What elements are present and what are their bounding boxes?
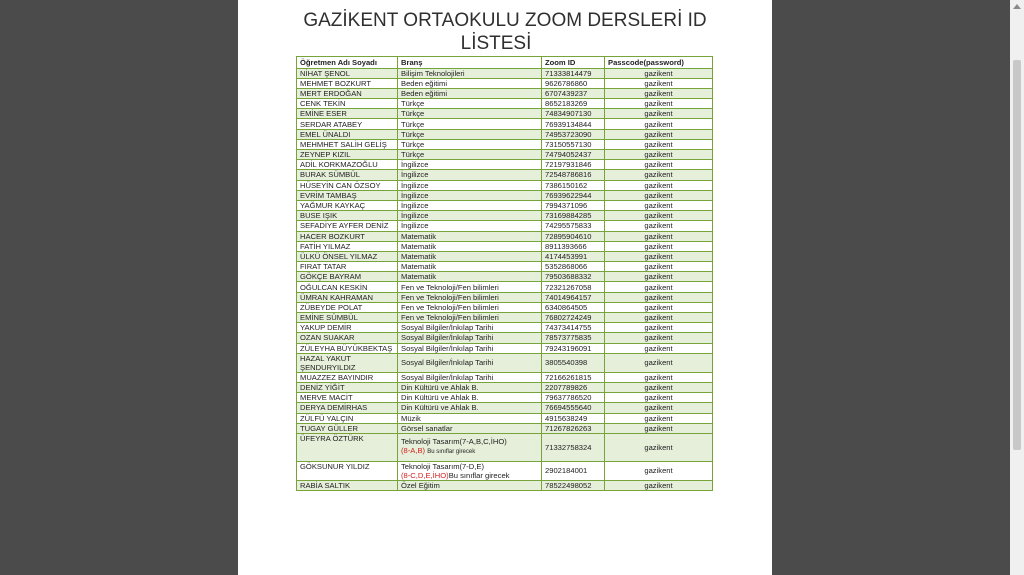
cell-passcode: gazikent <box>605 480 713 490</box>
branch-note: Bu sınıflar girecek <box>448 470 510 480</box>
table-row <box>297 78 713 88</box>
table-row <box>297 190 713 200</box>
cell-zoom-id: 78522498052 <box>542 480 605 490</box>
table-row <box>297 68 713 78</box>
table-row <box>297 323 713 333</box>
table-row <box>297 333 713 343</box>
cell-name: MERVE MACİT <box>297 393 398 403</box>
cell-branch: İngilizce <box>398 170 542 180</box>
cell-branch: Matematik <box>398 231 542 241</box>
header-zoom-id: Zoom ID <box>542 57 605 69</box>
cell-branch: Fen ve Teknoloji/Fen bilimleri <box>398 292 542 302</box>
cell-branch: İngilizce <box>398 200 542 210</box>
table-row <box>297 251 713 261</box>
table-header-row <box>297 57 713 69</box>
cell-passcode: gazikent <box>605 99 713 109</box>
cell-name: ÜMRAN KAHRAMAN <box>297 292 398 302</box>
cell-name: NİHAT ŞENOL <box>297 68 398 78</box>
cell-passcode: gazikent <box>605 292 713 302</box>
cell-branch: Sosyal Bilgiler/İnkılap Tarihi <box>398 333 542 343</box>
cell-branch: İngilizce <box>398 190 542 200</box>
branch-red-classes: (8-C,D,E,İHO) <box>401 470 449 480</box>
cell-name: BURAK SÜMBÜL <box>297 170 398 180</box>
cell-name: BUSE IŞIK <box>297 211 398 221</box>
cell-name: SEFADİYE AYFER DENİZ <box>297 221 398 231</box>
table-row <box>297 382 713 392</box>
cell-branch: Türkçe <box>398 139 542 149</box>
cell-zoom-id: 2207789826 <box>542 382 605 392</box>
cell-passcode: gazikent <box>605 262 713 272</box>
cell-name: MUAZZEZ BAYINDIR <box>297 372 398 382</box>
cell-name: FIRAT TATAR <box>297 262 398 272</box>
cell-zoom-id: 4915638249 <box>542 413 605 423</box>
cell-branch: Özel Eğitim <box>398 480 542 490</box>
vertical-scrollbar[interactable] <box>1010 0 1024 575</box>
table-row <box>297 160 713 170</box>
table-row <box>297 313 713 323</box>
table-row <box>297 170 713 180</box>
table-row <box>297 393 713 403</box>
cell-name: ZÜBEYDE POLAT <box>297 302 398 312</box>
cell-passcode: gazikent <box>605 119 713 129</box>
cell-zoom-id: 78573775835 <box>542 333 605 343</box>
cell-passcode: gazikent <box>605 423 713 433</box>
cell-passcode: gazikent <box>605 372 713 382</box>
cell-name: MEHMHET SALİH GELİŞ <box>297 139 398 149</box>
cell-passcode: gazikent <box>605 160 713 170</box>
cell-branch: Müzik <box>398 413 542 423</box>
cell-branch: Sosyal Bilgiler/İnkılap Tarihi <box>398 372 542 382</box>
cell-branch: Sosyal Bilgiler/İnkılap Tarihi <box>398 343 542 353</box>
cell-zoom-id: 6707439237 <box>542 88 605 98</box>
cell-name: DERYA DEMİRHAS <box>297 403 398 413</box>
cell-zoom-id: 73150557130 <box>542 139 605 149</box>
cell-branch: Din Kültürü ve Ahlak B. <box>398 393 542 403</box>
table-row <box>297 302 713 312</box>
cell-name: OZAN SUAKAR <box>297 333 398 343</box>
cell-name: YAKUP DEMİR <box>297 323 398 333</box>
cell-zoom-id: 72321267058 <box>542 282 605 292</box>
cell-zoom-id: 3805540398 <box>542 353 605 372</box>
cell-zoom-id: 72895904610 <box>542 231 605 241</box>
cell-zoom-id: 71332758324 <box>542 433 605 461</box>
page-title <box>238 9 772 55</box>
cell-zoom-id: 4174453991 <box>542 251 605 261</box>
cell-name: FATİH YILMAZ <box>297 241 398 251</box>
cell-branch: Fen ve Teknoloji/Fen bilimleri <box>398 282 542 292</box>
cell-zoom-id: 76939134844 <box>542 119 605 129</box>
cell-passcode: gazikent <box>605 393 713 403</box>
branch-line: Teknoloji Tasarım(7-D,E) <box>401 461 484 471</box>
cell-passcode: gazikent <box>605 190 713 200</box>
table-row <box>297 88 713 98</box>
cell-zoom-id: 79637786520 <box>542 393 605 403</box>
cell-name: YAĞMUR KAYKAÇ <box>297 200 398 210</box>
table-row <box>297 343 713 353</box>
cell-name: EMİNE ESER <box>297 109 398 119</box>
cell-name: MERT ERDOĞAN <box>297 88 398 98</box>
branch-line: Teknoloji Tasarım(7-A,B,C,İHO) <box>401 437 507 447</box>
cell-branch: Türkçe <box>398 109 542 119</box>
cell-passcode: gazikent <box>605 272 713 282</box>
header-passcode: Passcode(password) <box>605 57 713 69</box>
table-row <box>297 129 713 139</box>
cell-zoom-id: 6340864505 <box>542 302 605 312</box>
cell-passcode: gazikent <box>605 323 713 333</box>
title-line-2: LİSTESİ <box>460 33 532 54</box>
cell-branch <box>398 461 542 480</box>
cell-passcode: gazikent <box>605 231 713 241</box>
cell-name: ZÜLEYHA BÜYÜKBEKTAŞ <box>297 343 398 353</box>
cell-zoom-id: 7994371096 <box>542 200 605 210</box>
cell-zoom-id: 76694555640 <box>542 403 605 413</box>
cell-passcode: gazikent <box>605 221 713 231</box>
branch-note: Bu sınıflar girecek <box>427 449 476 456</box>
cell-zoom-id: 72548786816 <box>542 170 605 180</box>
cell-passcode: gazikent <box>605 282 713 292</box>
cell-name: ZEYNEP KIZIL <box>297 150 398 160</box>
cell-zoom-id: 71333814479 <box>542 68 605 78</box>
cell-name: EMİNE SÜMBÜL <box>297 313 398 323</box>
cell-branch: Bilişim Teknolojileri <box>398 68 542 78</box>
cell-name: HAZAL YAKUT ŞENDURYILDIZ <box>297 353 398 372</box>
cell-branch: İngilizce <box>398 160 542 170</box>
cell-name: GÖKSUNUR YILDIZ <box>297 461 398 480</box>
cell-name: EVRİM TAMBAŞ <box>297 190 398 200</box>
cell-passcode: gazikent <box>605 241 713 251</box>
cell-passcode: gazikent <box>605 382 713 392</box>
cell-zoom-id: 79243196091 <box>542 343 605 353</box>
title-line-1: GAZİKENT ORTAOKULU ZOOM DERSLERİ ID <box>303 10 707 31</box>
cell-zoom-id: 74373414755 <box>542 323 605 333</box>
cell-name: EMEL ÜNALDI <box>297 129 398 139</box>
cell-passcode: gazikent <box>605 413 713 423</box>
cell-passcode: gazikent <box>605 68 713 78</box>
table-row <box>297 423 713 433</box>
cell-branch: Matematik <box>398 262 542 272</box>
table-row <box>297 139 713 149</box>
cell-zoom-id: 74014964157 <box>542 292 605 302</box>
cell-passcode: gazikent <box>605 139 713 149</box>
cell-zoom-id: 74834907130 <box>542 109 605 119</box>
table-row <box>297 99 713 109</box>
header-teacher-name: Öğretmen Adı Soyadı <box>297 57 398 69</box>
table-body-tail <box>297 433 713 490</box>
cell-branch: Beden eğitimi <box>398 88 542 98</box>
cell-branch: İngilizce <box>398 180 542 190</box>
branch-red-classes: (8-A,B) <box>401 446 426 456</box>
cell-passcode: gazikent <box>605 109 713 119</box>
cell-zoom-id: 79503688332 <box>542 272 605 282</box>
cell-branch: Sosyal Bilgiler/İnkılap Tarihi <box>398 353 542 372</box>
table-row <box>297 353 713 372</box>
cell-zoom-id: 8911393666 <box>542 241 605 251</box>
cell-branch: Türkçe <box>398 150 542 160</box>
cell-zoom-id: 71267826263 <box>542 423 605 433</box>
cell-name: CENK TEKİN <box>297 99 398 109</box>
cell-branch: Fen ve Teknoloji/Fen bilimleri <box>398 313 542 323</box>
cell-name: RABİA SALTIK <box>297 480 398 490</box>
scrollbar-thumb[interactable] <box>1013 60 1021 450</box>
cell-name: TUGAY GÜLLER <box>297 423 398 433</box>
cell-branch: Türkçe <box>398 119 542 129</box>
table-row <box>297 241 713 251</box>
cell-name: MEHMET BOZKURT <box>297 78 398 88</box>
table-row <box>297 433 713 461</box>
table-row <box>297 461 713 480</box>
cell-passcode: gazikent <box>605 78 713 88</box>
cell-branch: Matematik <box>398 251 542 261</box>
cell-zoom-id: 5352868066 <box>542 262 605 272</box>
table-row <box>297 211 713 221</box>
cell-passcode: gazikent <box>605 170 713 180</box>
cell-passcode: gazikent <box>605 343 713 353</box>
cell-zoom-id: 72197931846 <box>542 160 605 170</box>
cell-branch: Türkçe <box>398 99 542 109</box>
cell-zoom-id: 7386150162 <box>542 180 605 190</box>
cell-zoom-id: 74794052437 <box>542 150 605 160</box>
cell-branch: Matematik <box>398 272 542 282</box>
cell-zoom-id: 9626786860 <box>542 78 605 88</box>
cell-passcode: gazikent <box>605 302 713 312</box>
cell-passcode: gazikent <box>605 333 713 343</box>
cell-branch: Matematik <box>398 241 542 251</box>
scroll-up-arrow-icon[interactable] <box>1013 4 1021 9</box>
cell-passcode: gazikent <box>605 433 713 461</box>
cell-passcode: gazikent <box>605 88 713 98</box>
zoom-id-table <box>296 56 713 491</box>
cell-branch: İngilizce <box>398 211 542 221</box>
cell-passcode: gazikent <box>605 461 713 480</box>
cell-branch: Beden eğitimi <box>398 78 542 88</box>
table-row <box>297 403 713 413</box>
cell-name: ÜLKÜ ÖNSEL YILMAZ <box>297 251 398 261</box>
table-row <box>297 180 713 190</box>
cell-branch: Türkçe <box>398 129 542 139</box>
cell-name: HÜSEYİN CAN ÖZSOY <box>297 180 398 190</box>
cell-zoom-id: 76939622944 <box>542 190 605 200</box>
cell-passcode: gazikent <box>605 313 713 323</box>
cell-branch: Görsel sanatlar <box>398 423 542 433</box>
cell-name: SERDAR ATABEY <box>297 119 398 129</box>
table-row <box>297 282 713 292</box>
cell-zoom-id: 76802724249 <box>542 313 605 323</box>
cell-passcode: gazikent <box>605 200 713 210</box>
table-row <box>297 262 713 272</box>
cell-branch: Din Kültürü ve Ahlak B. <box>398 403 542 413</box>
table-row <box>297 480 713 490</box>
table-row <box>297 200 713 210</box>
table-row <box>297 119 713 129</box>
cell-zoom-id: 73169884285 <box>542 211 605 221</box>
cell-passcode: gazikent <box>605 251 713 261</box>
table-row <box>297 292 713 302</box>
table-row <box>297 221 713 231</box>
table-body <box>297 68 713 433</box>
cell-branch: Fen ve Teknoloji/Fen bilimleri <box>398 302 542 312</box>
cell-passcode: gazikent <box>605 150 713 160</box>
table-row <box>297 413 713 423</box>
header-branch: Branş <box>398 57 542 69</box>
table-row <box>297 272 713 282</box>
cell-name: GÖKÇE BAYRAM <box>297 272 398 282</box>
cell-zoom-id: 2902184001 <box>542 461 605 480</box>
cell-passcode: gazikent <box>605 403 713 413</box>
cell-name: DENİZ YİĞİT <box>297 382 398 392</box>
cell-name: OĞULCAN KESKİN <box>297 282 398 292</box>
cell-passcode: gazikent <box>605 353 713 372</box>
cell-passcode: gazikent <box>605 211 713 221</box>
cell-branch <box>398 433 542 461</box>
cell-zoom-id: 72166261815 <box>542 372 605 382</box>
cell-zoom-id: 74953723090 <box>542 129 605 139</box>
cell-passcode: gazikent <box>605 180 713 190</box>
cell-passcode: gazikent <box>605 129 713 139</box>
cell-name: ÜFEYRA ÖZTÜRK <box>297 433 398 461</box>
cell-branch: İngilizce <box>398 221 542 231</box>
table-row <box>297 150 713 160</box>
cell-name: ZÜLFÜ YALÇIN <box>297 413 398 423</box>
document-page <box>238 0 772 575</box>
table-row <box>297 372 713 382</box>
cell-zoom-id: 74295575833 <box>542 221 605 231</box>
table-row <box>297 109 713 119</box>
cell-name: ADİL KORKMAZOĞLU <box>297 160 398 170</box>
table-row <box>297 231 713 241</box>
cell-branch: Din Kültürü ve Ahlak B. <box>398 382 542 392</box>
cell-name: HACER BOZKURT <box>297 231 398 241</box>
cell-zoom-id: 8652183269 <box>542 99 605 109</box>
cell-branch: Sosyal Bilgiler/İnkılap Tarihi <box>398 323 542 333</box>
